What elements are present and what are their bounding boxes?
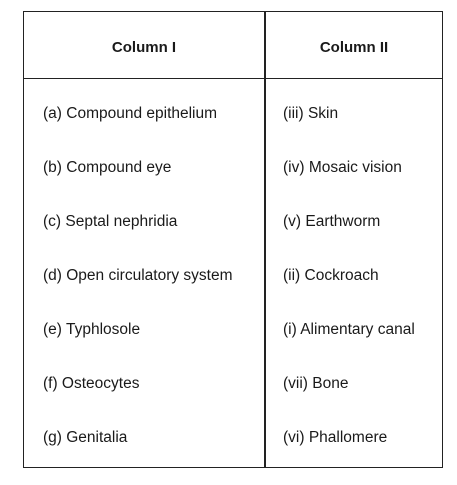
column-2-cell: (vi) Phallomere xyxy=(283,429,388,446)
table-row xyxy=(24,413,442,467)
table-body xyxy=(24,89,442,467)
column-1-cell: (e) Typhlosole xyxy=(43,321,141,338)
table-row xyxy=(24,197,442,251)
column-2-cell: (iv) Mosaic vision xyxy=(283,159,402,176)
column-1-cell: (g) Genitalia xyxy=(43,429,128,446)
column-1-cell: (b) Compound eye xyxy=(43,159,172,176)
column-2-cell: (v) Earthworm xyxy=(283,213,381,230)
column-2-cell: (i) Alimentary canal xyxy=(283,321,415,338)
table-row xyxy=(24,251,442,305)
column-2-cell: (vii) Bone xyxy=(283,375,349,392)
table-header-row xyxy=(24,12,442,79)
table-row xyxy=(24,305,442,359)
match-table xyxy=(23,11,443,468)
column-1-header: Column I xyxy=(111,39,177,56)
table-row xyxy=(24,89,442,143)
column-1-cell: (a) Compound epithelium xyxy=(43,105,218,122)
table-row xyxy=(24,143,442,197)
column-2-cell: (ii) Cockroach xyxy=(283,267,379,284)
column-2-header: Column II xyxy=(319,39,389,56)
column-1-cell: (d) Open circulatory system xyxy=(43,267,233,284)
column-1-cell: (f) Osteocytes xyxy=(43,375,140,392)
column-2-cell: (iii) Skin xyxy=(283,105,339,122)
table-row xyxy=(24,359,442,413)
column-1-cell: (c) Septal nephridia xyxy=(43,213,178,230)
